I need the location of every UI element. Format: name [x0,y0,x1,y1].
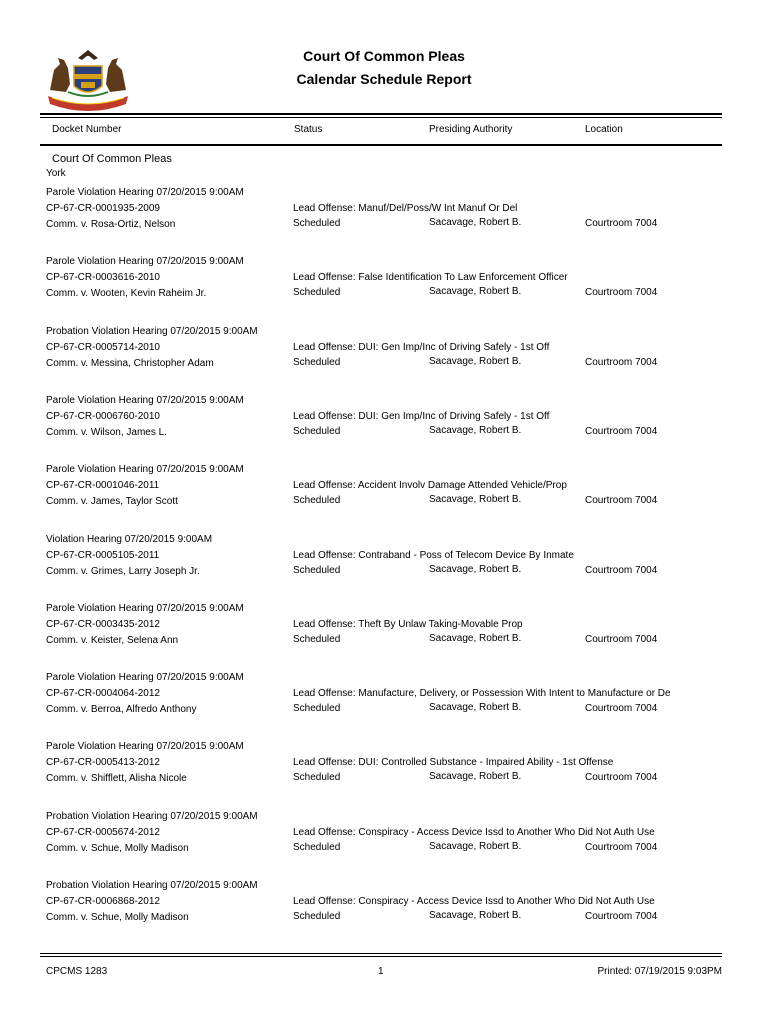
calendar-entry [0,672,768,732]
status: Scheduled [293,772,341,784]
location: Courtroom 7004 [585,772,658,784]
header-top-rule-thin [40,117,722,118]
docket-number: CP-67-CR-0006760-2010 [46,410,160,422]
lead-offense: Lead Offense: DUI: Gen Imp/Inc of Driving Safely - 1st Off [293,410,550,422]
calendar-entry [0,603,768,663]
docket-number: CP-67-CR-0006868-2012 [46,896,160,907]
presiding-authority: Sacavage, Robert B. [429,494,522,506]
hearing-type: Parole Violation Hearing 07/20/2015 9:00AM [46,602,244,614]
location: Courtroom 7004 [585,703,658,715]
location: Courtroom 7004 [585,911,658,922]
docket-number: CP-67-CR-0004064-2012 [46,688,160,700]
calendar-entry [0,395,768,455]
location: Courtroom 7004 [585,633,658,645]
status: Scheduled [293,356,341,368]
location: Courtroom 7004 [585,287,658,299]
lead-offense: Lead Offense: Conspiracy - Access Device Issd to Another Who Did Not Auth Use [293,896,655,907]
lead-offense: Lead Offense: Theft By Unlaw Taking-Movable Prop [293,618,523,630]
footer-page-number: 1 [378,966,384,977]
docket-number: CP-67-CR-0001935-2009 [46,203,160,214]
court-name: Court Of Common Pleas [52,153,172,165]
status: Scheduled [293,911,341,922]
status: Scheduled [293,633,341,645]
presiding-authority: Sacavage, Robert B. [429,563,522,575]
presiding-authority: Sacavage, Robert B. [429,632,522,644]
case-caption: Comm. v. Schue, Molly Madison [46,912,189,923]
status: Scheduled [293,564,341,576]
hearing-type: Parole Violation Hearing 07/20/2015 9:00AM [46,256,244,268]
case-caption: Comm. v. Grimes, Larry Joseph Jr. [46,565,200,577]
hearing-type: Parole Violation Hearing 07/20/2015 9:00AM [46,464,244,476]
footer-rule [40,953,722,954]
report-title: Court Of Common Pleas [303,48,465,64]
presiding-authority: Sacavage, Robert B. [429,840,522,852]
calendar-entry [0,256,768,316]
lead-offense: Lead Offense: Manuf/Del/Poss/W Int Manuf Or Del [293,203,518,214]
docket-number: CP-67-CR-0005105-2011 [46,549,160,561]
docket-number: CP-67-CR-0001046-2011 [46,480,160,492]
footer-rule-2 [40,956,722,957]
column-header-status: Status [294,124,323,135]
lead-offense: Lead Offense: DUI: Controlled Substance - Impaired Ability - 1st Offense [293,757,614,769]
calendar-entry [0,187,768,247]
calendar-entry [0,326,768,386]
column-header-rule [40,144,722,146]
case-caption: Comm. v. Wooten, Kevin Raheim Jr. [46,288,207,300]
column-header-location: Location [585,124,623,135]
case-caption: Comm. v. Shifflett, Alisha Nicole [46,773,187,785]
status: Scheduled [293,703,341,715]
presiding-authority: Sacavage, Robert B. [429,702,522,714]
status: Scheduled [293,287,341,299]
hearing-type: Probation Violation Hearing 07/20/2015 9:00AM [46,810,258,822]
presiding-authority: Sacavage, Robert B. [429,355,522,367]
presiding-authority: Sacavage, Robert B. [429,910,522,921]
case-caption: Comm. v. Berroa, Alfredo Anthony [46,704,197,716]
footer-printed: Printed: 07/19/2015 9:03PM [597,966,722,977]
location: Courtroom 7004 [585,841,658,853]
hearing-type: Probation Violation Hearing 07/20/2015 9:00AM [46,325,258,337]
status: Scheduled [293,495,341,507]
status: Scheduled [293,841,341,853]
docket-number: CP-67-CR-0005674-2012 [46,826,160,838]
docket-number: CP-67-CR-0003435-2012 [46,618,160,630]
docket-number: CP-67-CR-0005714-2010 [46,341,160,353]
lead-offense: Lead Offense: Conspiracy - Access Device Issd to Another Who Did Not Auth Use [293,826,655,838]
presiding-authority: Sacavage, Robert B. [429,217,522,228]
calendar-entry [0,811,768,871]
hearing-type: Parole Violation Hearing 07/20/2015 9:00AM [46,187,244,198]
footer-form-id: CPCMS 1283 [46,966,108,977]
location: Courtroom 7004 [585,356,658,368]
case-caption: Comm. v. Schue, Molly Madison [46,842,189,854]
hearing-type: Probation Violation Hearing 07/20/2015 9:00AM [46,880,258,891]
lead-offense: Lead Offense: False Identification To Law Enforcement Officer [293,272,568,284]
location: Courtroom 7004 [585,425,658,437]
case-caption: Comm. v. James, Taylor Scott [46,496,178,508]
hearing-type: Parole Violation Hearing 07/20/2015 9:00AM [46,741,244,753]
calendar-entry [0,741,768,801]
lead-offense: Lead Offense: DUI: Gen Imp/Inc of Driving Safely - 1st Off [293,341,550,353]
case-caption: Comm. v. Rosa-Ortiz, Nelson [46,219,176,230]
status: Scheduled [293,218,341,229]
lead-offense: Lead Offense: Contraband - Poss of Telecom Device By Inmate [293,549,574,561]
case-caption: Comm. v. Wilson, James L. [46,426,167,438]
location: Courtroom 7004 [585,218,658,229]
status: Scheduled [293,425,341,437]
case-caption: Comm. v. Keister, Selena Ann [46,634,179,646]
calendar-entry [0,534,768,594]
lead-offense: Lead Offense: Accident Involv Damage Attended Vehicle/Prop [293,480,567,492]
docket-number: CP-67-CR-0005413-2012 [46,757,160,769]
hearing-type: Parole Violation Hearing 07/20/2015 9:00AM [46,672,244,684]
location: Courtroom 7004 [585,495,658,507]
location: Courtroom 7004 [585,564,658,576]
presiding-authority: Sacavage, Robert B. [429,771,522,783]
column-header-authority: Presiding Authority [429,124,513,135]
presiding-authority: Sacavage, Robert B. [429,286,522,298]
lead-offense: Lead Offense: Manufacture, Delivery, or Possession With Intent to Manufacture or De [293,688,671,700]
case-caption: Comm. v. Messina, Christopher Adam [46,357,214,369]
presiding-authority: Sacavage, Robert B. [429,424,522,436]
column-header-docket: Docket Number [52,124,122,135]
hearing-type: Parole Violation Hearing 07/20/2015 9:00AM [46,394,244,406]
report-subtitle: Calendar Schedule Report [296,71,472,87]
header-top-rule [40,113,722,115]
calendar-entry [0,464,768,524]
docket-number: CP-67-CR-0003616-2010 [46,272,160,284]
calendar-entry [0,880,768,940]
hearing-type: Violation Hearing 07/20/2015 9:00AM [46,533,213,545]
county-name: York [46,168,66,179]
